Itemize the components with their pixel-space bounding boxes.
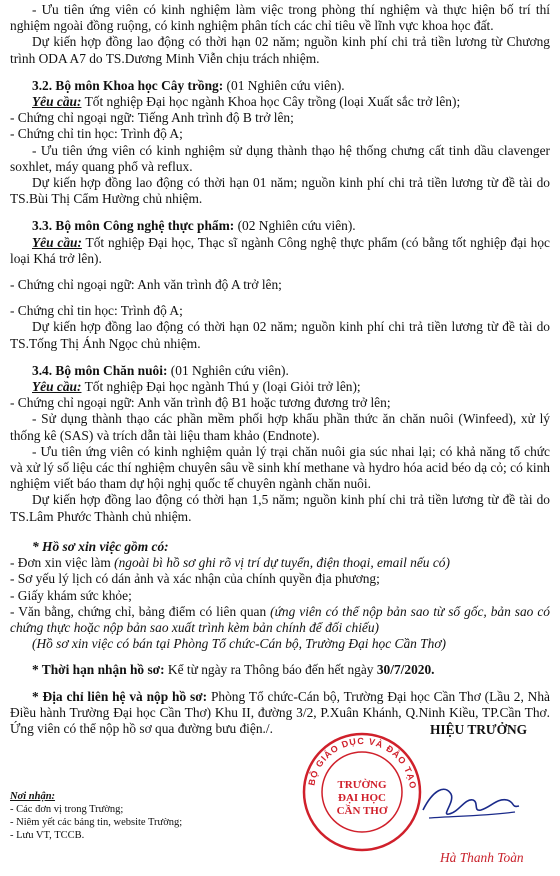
signature-block: [300, 712, 550, 872]
signature-title: HIỆU TRƯỞNG: [430, 722, 528, 737]
handwritten-signature: [415, 772, 525, 832]
svg-text:CẦN THƠ: CẦN THƠ: [336, 805, 388, 817]
section-3-3-contract: Dự kiến hợp đồng lao động có thời hạn 02 năm; nguồn kinh phí chi trả tiền lương từ đề tài do TS.Tống Thị Ánh Ngọc chủ nhiệm.: [10, 319, 550, 351]
section-3-4-bullet-language: - Chứng chỉ ngoại ngữ: Anh văn trình độ B1 hoặc tương đương trở lên;: [10, 395, 391, 411]
deadline-text: Kể từ ngày ra Thông báo đến hết ngày: [164, 662, 377, 678]
address-label: * Địa chỉ liên hệ và nộp hồ sơ:: [32, 688, 208, 704]
section-3-2-title: 3.2. Bộ môn Khoa học Cây trồng:: [32, 77, 224, 93]
section-3-2-heading: [10, 78, 550, 94]
requirement-text: Tốt nghiệp Đại học ngành Khoa học Cây trồng (loại Xuất sắc trở lên);: [81, 94, 461, 110]
recipient-item: - Niêm yết các bảng tin, website Trường;: [10, 817, 183, 828]
dossier-item-application-note: (ngoài bì hồ sơ ghi rõ vị trí dự tuyển, điện thoại, email nếu có): [114, 555, 450, 571]
section-3-3-requirement: [10, 235, 550, 267]
university-seal: [300, 730, 424, 854]
section-3-3-bullet-language: - Chứng chỉ ngoại ngữ: Anh văn trình độ A trở lên;: [10, 277, 282, 293]
dossier-item-application-text: - Đơn xin việc làm: [10, 555, 115, 571]
requirement-label: Yêu cầu:: [32, 234, 82, 250]
section-3-3-heading: [10, 218, 550, 234]
section-3-4-bullet-priority: - Ưu tiên ứng viên có kinh nghiệm quản lý trại chăn nuôi gia súc nhai lại; có khả năng tổ chức và xử lý số liệu các thí nghiệm chuyên sâu về sinh khí methane và hydro hóa acid béo dạ cỏ; có kinh nghiệm viết báo tham dự hội nghị quốc tế chuyên ngành chăn nuôi.: [10, 443, 550, 492]
requirement-text: Tốt nghiệp Đại học ngành Thú y (loại Giỏi trở lên);: [81, 379, 361, 395]
recipients-title: Nơi nhận:: [10, 791, 56, 802]
dossier-title: * Hồ sơ xin việc gồm có:: [32, 538, 169, 554]
paragraph-contract-oda: Dự kiến hợp đồng lao động có thời hạn 02 năm; nguồn kinh phí chi trả tiền lương từ Chương trình ODA A7 do TS.Dương Minh Viễn chịu trách nhiệm.: [10, 34, 550, 66]
section-3-4-count: (01 Nghiên cứu viên).: [167, 362, 289, 378]
dossier-item-health: - Giấy khám sức khỏe;: [10, 587, 132, 603]
seal-ring-text: BỘ GIÁO DỤC VÀ ĐÀO TẠO: [306, 735, 419, 790]
recipients-block: [10, 790, 240, 842]
dossier-note: [10, 636, 550, 652]
section-3-3-bullet-it: - Chứng chỉ tin học: Trình độ A;: [10, 303, 183, 319]
section-3-4-heading: [10, 363, 550, 379]
dossier-item-degrees-text: - Văn bằng, chứng chỉ, bảng điểm có liên quan: [10, 603, 271, 619]
svg-text:ĐẠI HỌC: ĐẠI HỌC: [338, 792, 386, 804]
recipient-item: - Lưu VT, TCCB.: [10, 830, 85, 841]
paragraph-priority-soil: - Ưu tiên ứng viên có kinh nghiệm làm việc trong phòng thí nghiệm và thực hiện bố trí thí nghiệm ngoài đồng ruộng, có kinh nghiệm phân tích các chỉ tiêu về lĩnh vực khoa học đất.: [10, 2, 550, 34]
section-3-3-title: 3.3. Bộ môn Công nghệ thực phẩm:: [32, 218, 235, 234]
dossier-heading: [10, 539, 550, 555]
section-3-4-contract: Dự kiến hợp đồng lao động có thời hạn 1,5 năm; nguồn kinh phí chi trả tiền lương từ đề tài do TS.Lâm Phước Thành chủ nhiệm.: [10, 492, 550, 524]
section-3-2-contract: Dự kiến hợp đồng lao động có thời hạn 01 năm; nguồn kinh phí chi trả tiền lương từ đề tài do TS.Bùi Thị Cẩm Hường chủ nhiệm.: [10, 175, 550, 207]
deadline-date: 30/7/2020.: [376, 662, 435, 678]
requirement-label: Yêu cầu:: [32, 94, 82, 110]
requirement-label: Yêu cầu:: [32, 379, 82, 395]
section-3-4-requirement: [10, 379, 550, 395]
section-3-2-bullet-it: - Chứng chỉ tin học: Trình độ A;: [10, 126, 183, 142]
signer-name: Hà Thanh Toàn: [440, 850, 524, 865]
section-3-4-bullet-software: - Sử dụng thành thạo các phần mềm phối hợp khẩu phần thức ăn chăn nuôi (Winfeed), xử lý thống kê (SAS) và trích dẫn tài liệu tham khảo (Endnote).: [10, 411, 550, 443]
recipient-item: - Các đơn vị trong Trường;: [10, 804, 124, 815]
dossier-item-cv: - Sơ yếu lý lịch có dán ảnh và xác nhận của chính quyền địa phương;: [10, 571, 380, 587]
section-3-4-title: 3.4. Bộ môn Chăn nuôi:: [32, 362, 168, 378]
section-3-2-bullet-language: - Chứng chỉ ngoại ngữ: Tiếng Anh trình độ B trở lên;: [10, 110, 294, 126]
section-3-2-requirement: [10, 94, 550, 110]
section-3-3-count: (02 Nghiên cứu viên).: [234, 218, 356, 234]
dossier-item-application: [10, 555, 550, 571]
dossier-note-text: (Hồ sơ xin việc có bán tại Phòng Tổ chức-Cán bộ, Trường Đại học Cần Thơ): [32, 636, 446, 652]
svg-text:TRƯỜNG: TRƯỜNG: [337, 779, 387, 791]
dossier-item-degrees: [10, 604, 550, 636]
address-text: Phòng Tổ chức-Cán bộ, Trường Đại học Cần Thơ (Lầu 2, Nhà Điều hành Trường Đại học Cần Thơ) Khu II, đường 3/2, P.Xuân Khánh, Q.Ninh Kiều, TP.Cần Thơ. Ứng viên có thể nộp hồ sơ qua đường bưu điện./.: [10, 688, 550, 736]
section-3-2-bullet-priority: - Ưu tiên ứng viên có kinh nghiệm sử dụng thành thạo hệ thống chưng cất tinh dầu clavenger soxhlet, máy quang phổ và reflux.: [10, 142, 550, 174]
requirement-text: Tốt nghiệp Đại học, Thạc sĩ ngành Công nghệ thực phẩm (có bằng tốt nghiệp đại học loại Khá trở lên).: [10, 234, 550, 266]
dossier-item-degrees-note: (ứng viên có thể nộp bản sao từ sổ gốc, bản sao có chứng thực hoặc nộp bản sao xuất trình kèm bản chính để đối chiếu): [10, 603, 550, 635]
deadline-line: [10, 662, 550, 678]
section-3-2-count: (01 Nghiên cứu viên).: [223, 77, 345, 93]
deadline-label: * Thời hạn nhận hồ sơ:: [32, 662, 165, 678]
